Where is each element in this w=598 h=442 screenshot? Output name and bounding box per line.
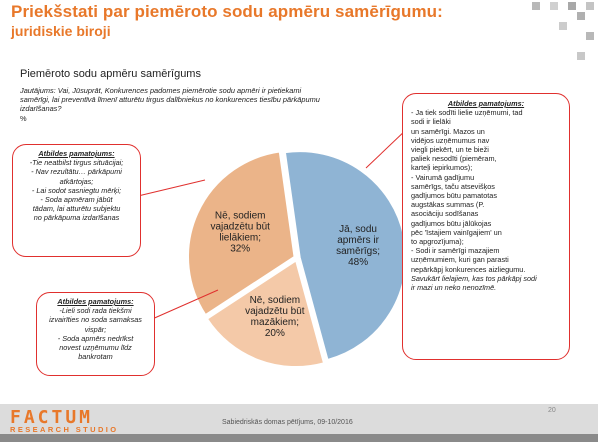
callout-line: asociāciju sodīšanas (411, 209, 479, 219)
callout-line: uzņēmumiem, kuri gan parasti (411, 255, 509, 265)
pie-slice-label-line: 20% (264, 327, 285, 339)
page-title: Priekšstati par piemēroto sodu apmēru samērīgumu: (11, 2, 443, 21)
callout-line: tādam, lai atturētu subjektu (32, 204, 121, 214)
callout-line: - Soda apmēram jābūt (40, 195, 113, 205)
callout-line: paliek nesodīti (piemēram, (411, 154, 497, 164)
pie-slice-label-line: 48% (348, 256, 369, 268)
callout-line: samērīgs, taču atsevišķos (411, 181, 495, 191)
unit-label: % (20, 114, 27, 123)
callout-line: viegli piekērt, un te bieži (411, 145, 489, 155)
callout-line: pēc 'īstajiem vainīgajiem' un (411, 227, 502, 237)
footer-accent-strip (0, 434, 598, 442)
pie-slice-label-line: Jā, sodu (339, 223, 377, 235)
callout-line: gadījumos būtu pamatotas (411, 191, 497, 201)
factum-logo-subtitle: RESEARCH STUDIO (10, 425, 119, 434)
callout-line: karteļi iepirkumos); (411, 163, 473, 173)
callout-line: -Tie neatbilst tirgus situācijai; (29, 158, 124, 168)
callout-line: atkārtojas; (59, 176, 94, 186)
callout-line: - Soda apmērs nedrīkst (57, 333, 134, 343)
pie-slice-label-line: vajadzētu būt (245, 305, 305, 317)
callout-heading: Atbildes pamatojums: (447, 99, 525, 108)
callout-heading: Atbildes pamatojums: (57, 297, 134, 306)
pie-slices (188, 151, 406, 366)
callout-larger-reasons (12, 144, 141, 257)
callout-line: to apgrozījuma); (411, 237, 464, 247)
callout-line: vidējos uzņēmumus nav (411, 135, 490, 145)
survey-question: Jautājums: Vai, Jūsuprāt, Konkurences padomes piemērotie sodu apmēri ir pietiekami samērīgi, lai preventīvā līmenī atturētu tirgus dalībniekus no konkurences tiesību pārkāpumu izdarīšanas? (20, 86, 320, 113)
factum-logo: FACTUM (10, 407, 94, 428)
page-title-secondary: juridiskie biroji (11, 23, 111, 39)
connector-line (138, 180, 205, 196)
callout-line: -Lieli sodi rada tiekšmi (59, 306, 132, 316)
callout-smaller-reasons (36, 292, 155, 376)
callout-line: - Sodi ir samērīgi mazajiem (411, 246, 500, 256)
callout-line: ir mazi un neko nenozīmē. (411, 283, 497, 293)
chart-subtitle: Piemēroto sodu apmēru samērīgums (20, 68, 201, 80)
callout-yes-reasons (402, 93, 570, 360)
callout-line: augstākas summas (P. (411, 200, 485, 210)
callout-line: no pārkāpuma izdarīšanas (33, 213, 120, 223)
callout-line: izvairīties no soda samaksas (49, 315, 142, 325)
callout-line: vispār; (84, 324, 107, 334)
callout-line: bankrotam (78, 352, 113, 362)
callout-line: - Nav rezultātu… pārkāpumi (31, 167, 122, 177)
callout-line: novest uzņēmumu līdz (59, 343, 132, 353)
pie-slice-label-line: Nē, sodiem (214, 210, 266, 222)
callout-line: un samērīgi. Mazos un (411, 126, 485, 136)
page-number: 20 (548, 407, 556, 414)
callout-line: - Ja tiek sodīti lielie uzņēmumi, tad (411, 108, 523, 118)
callout-line: - Lai sodot sasniegtu mērķi; (31, 185, 122, 195)
callout-line: nepārkāpj konkurences aizliegumu. (411, 264, 526, 274)
pie-slice-label-line: mazākiem; (250, 316, 300, 328)
callout-line: Savukārt lielajiem, kas tos pārkāpj sodi (411, 273, 537, 283)
callout-line: - Vairumā gadījumu (411, 172, 475, 182)
callout-line: gadījumos būtu jālūkojas (411, 218, 492, 228)
footer-source-text: Sabiedriskās domas pētījums, 09-10/2016 (222, 419, 353, 426)
pie-slice-label-line: 32% (230, 243, 251, 255)
pie-slice-label-line: lielākiem; (219, 232, 262, 244)
pie-slice-label-line: apmērs ir (337, 234, 379, 246)
pie-slice-label-line: Nē, sodiem (249, 294, 301, 306)
callout-line: sodi ir lielāki (411, 117, 451, 127)
pie-slice-label-line: vajadzētu būt (210, 221, 270, 233)
pie-slice-label-line: samērīgs; (336, 245, 381, 257)
callout-heading: Atbildes pamatojums: (38, 149, 115, 158)
